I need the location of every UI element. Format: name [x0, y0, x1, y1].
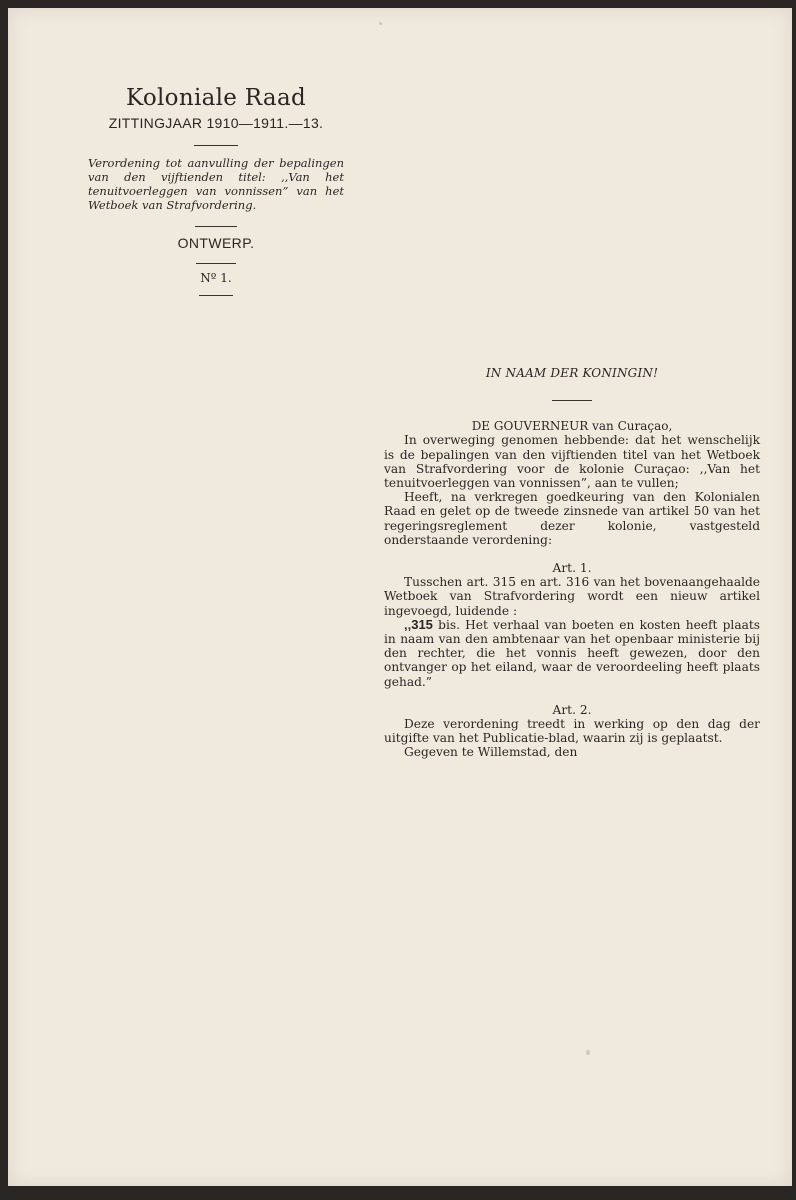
session-year: ZITTINGJAAR 1910—1911.—13. [108, 115, 324, 131]
divider [199, 295, 233, 296]
document-page [8, 8, 792, 1186]
article-number: ‚‚315 [404, 616, 433, 632]
divider [194, 145, 238, 146]
article-2-heading: Art. 2. [552, 702, 592, 717]
article-2-text: Deze verordening treedt in werking op den dag der uitgifte van het Publicatie-blad, waarin zij is geplaatst. [384, 717, 760, 746]
governor-line: DE GOUVERNEUR van Curaçao, [471, 419, 673, 434]
ordinance-body [384, 366, 760, 760]
enactment-paragraph: Heeft, na verkregen goedkeuring van den Kolonialen Raad en gelet op de tweede zinsnede van artikel 50 van het regeringsreglement dezer kolonie, vastgesteld onderstaande verordening: [384, 490, 760, 547]
divider [195, 226, 237, 227]
divider [552, 400, 592, 401]
paper-spot [379, 22, 382, 25]
ordinance-subject: Verordening tot aanvulling der bepalingen van den vijftienden titel: ‚‚Van het tenuitvoerleggen van vonnissen” van het Wetboek van Strafvordering. [88, 156, 344, 212]
council-title: Koloniale Raad [126, 85, 306, 111]
divider [196, 263, 236, 264]
paper-spot [586, 1050, 590, 1055]
draft-label: ONTWERP. [177, 235, 255, 251]
header-block [88, 84, 344, 296]
article-1-heading: Art. 1. [552, 561, 592, 576]
article-1-text: Tusschen art. 315 en art. 316 van het bovenaangehaalde Wetboek van Strafvordering wordt een nieuw artikel ingevoegd, luidende : [384, 575, 760, 618]
article-1-quote-text: bis. Het verhaal van boeten en kosten heeft plaats in naam van den ambtenaar van het openbaar ministerie bij den rechter, die het vonnis heeft gewezen, door den ontvanger op het eiland, waar de veroordeeling heeft plaats gehad.” [384, 617, 760, 689]
document-number: Nº 1. [200, 271, 232, 285]
article-1-quote [384, 618, 760, 689]
signature-line: Gegeven te Willemstad, den [404, 745, 578, 760]
consideration-paragraph: In overweging genomen hebbende: dat het wenschelijk is de bepalingen van den vijftienden titel van het Wetboek van Strafvordering voor de kolonie Curaçao: ‚‚Van het tenuitvoerleggen van vonnissen”, aan te vullen; [384, 433, 760, 491]
invocation: IN NAAM DER KONINGIN! [485, 366, 659, 380]
